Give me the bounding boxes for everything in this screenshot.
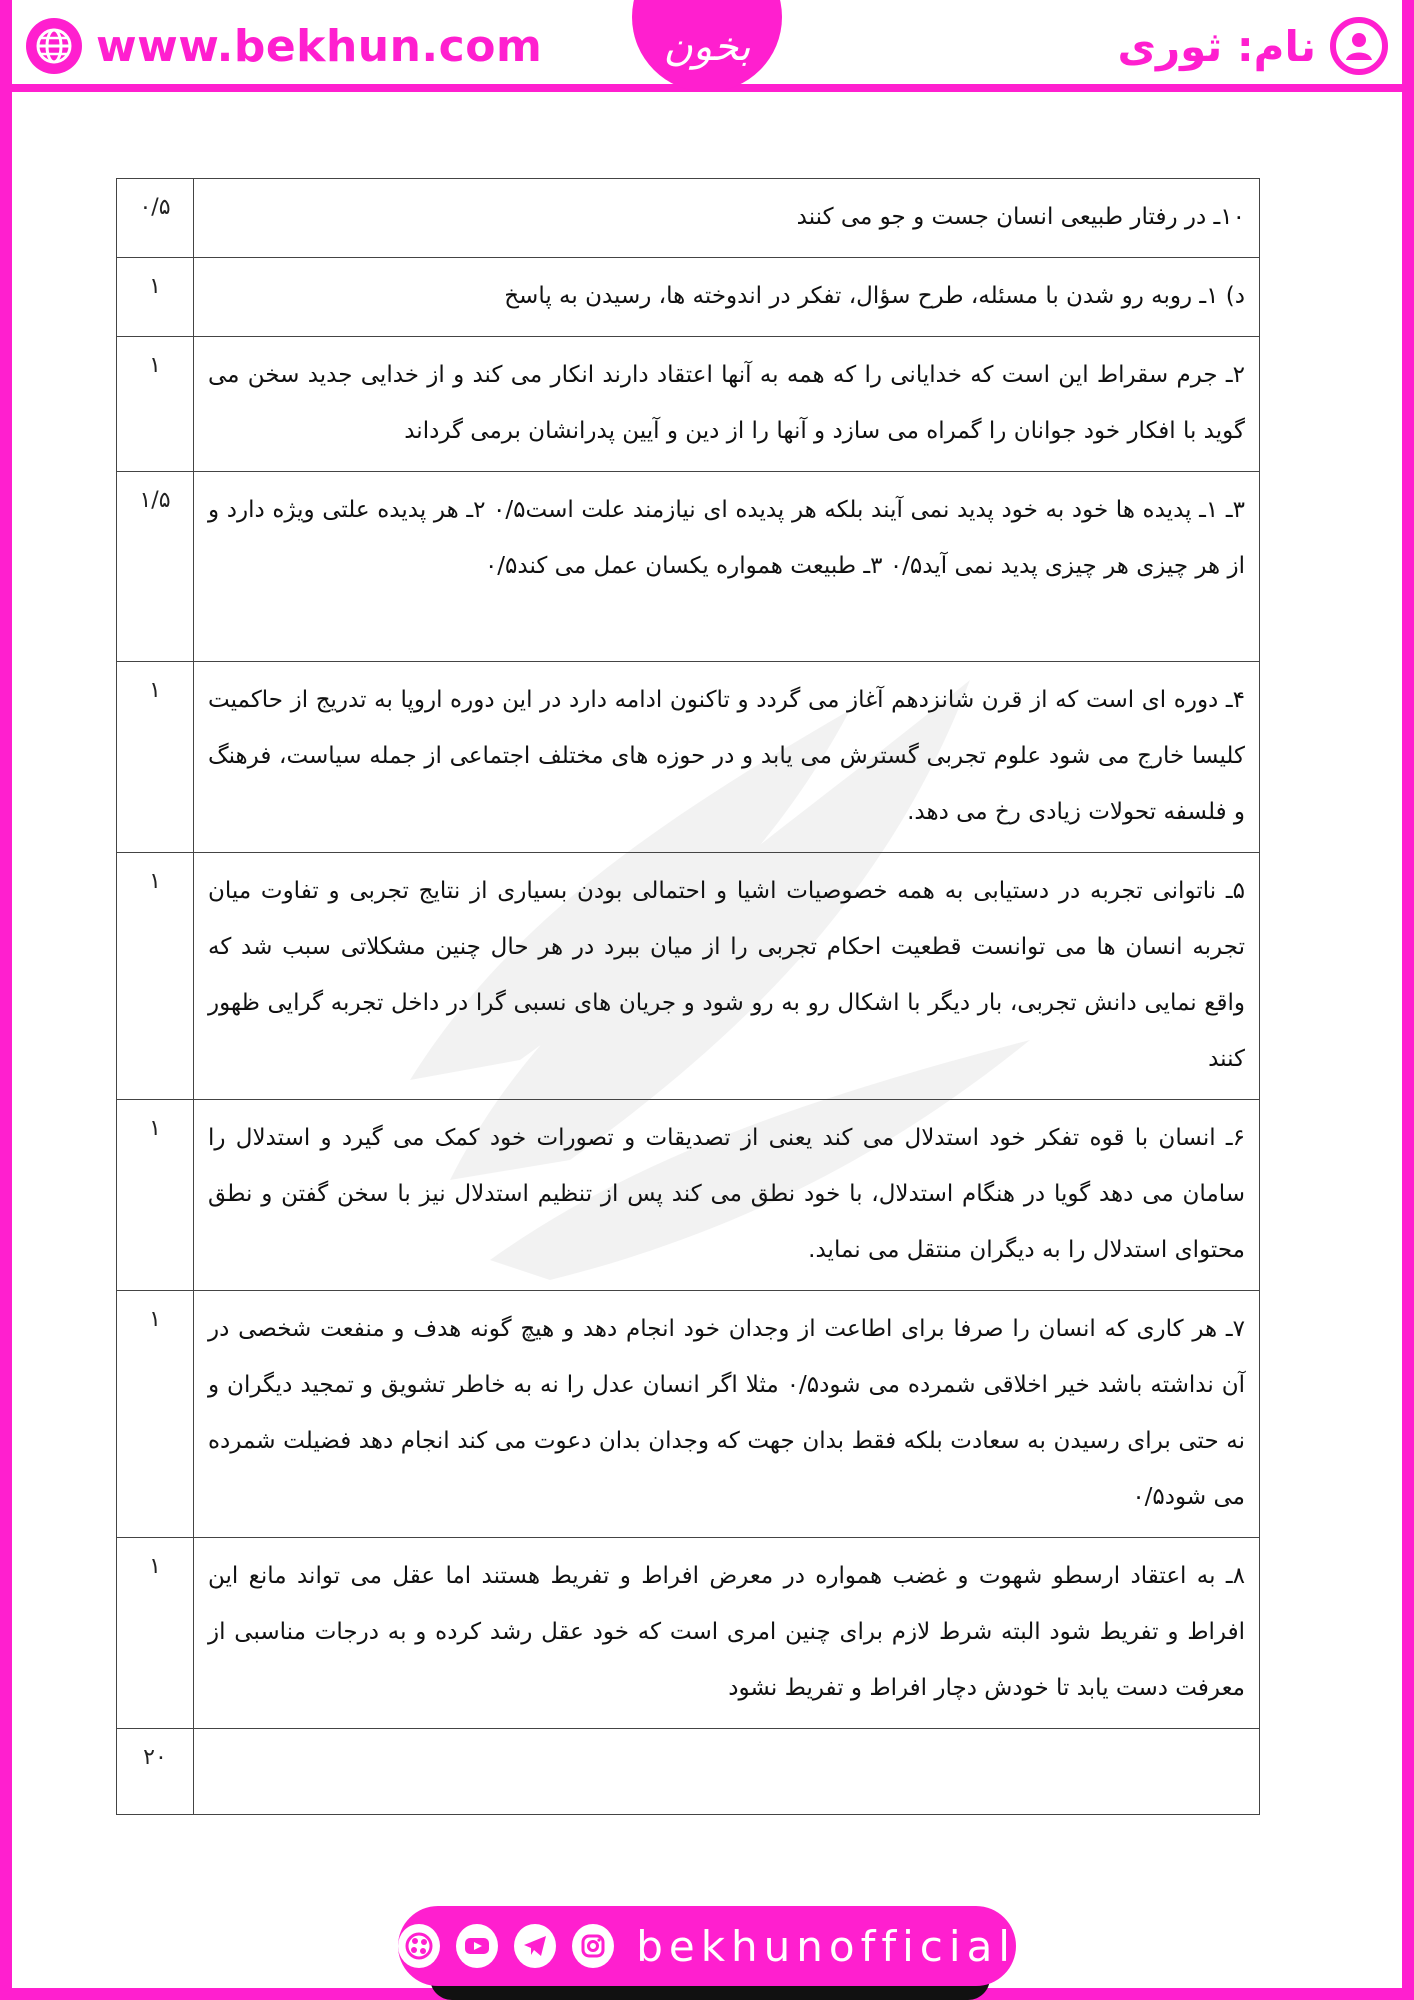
instagram-icon[interactable]	[572, 1924, 614, 1968]
score-cell: ۲۰	[117, 1729, 194, 1815]
answer-text: د) ۱ـ روبه رو شدن با مسئله، طرح سؤال، تفکر در اندوخته ها، رسیدن به پاسخ	[194, 258, 1260, 337]
answer-row	[117, 1729, 1260, 1815]
website-block[interactable]	[26, 16, 542, 76]
answer-text: ۶ـ انسان با قوه تفکر خود استدلال می کند یعنی از تصدیقات و تصورات خود کمک می گیرد و استدلال را سامان می دهد گویا در هنگام استدلال، با خود نطق می کند پس از تنظیم استدلال نیز با سخن گفتن و نطق محتوای استدلال را به دیگران منتقل می نماید.	[194, 1100, 1260, 1291]
score-cell: ۰/۵	[117, 179, 194, 258]
website-url[interactable]: www.bekhun.com	[96, 20, 543, 72]
frame-edge-right	[1402, 0, 1414, 92]
answer-text: ۴ـ دوره ای است که از قرن شانزدهم آغاز می گردد و تاکنون ادامه دارد در این دوره اروپا به تدریج از حاکمیت کلیسا خارج می شود علوم تجربی گسترش می یابد و در حوزه های مختلف اجتماعی از جمله سیاست، فرهنگ و فلسفه تحولات زیادی رخ می دهد.	[194, 662, 1260, 853]
answer-text: ۵ـ ناتوانی تجربه در دستیابی به همه خصوصیات اشیا و احتمالی بودن بسیاری از نتایج تجربی و تفاوت میان تجربه انسان ها می توانست قطعیت احکام تجربی را از میان ببرد در هر حال چنین مشکلاتی سبب شد که واقع نمایی دانش تجربی، بار دیگر با اشکال رو به رو شود و جریان های نسبی گرا در داخل تجربه گرایی ظهور کنند	[194, 853, 1260, 1100]
answer-table	[116, 178, 1260, 1815]
answer-text: ۲ـ جرم سقراط این است که خدایانی را که همه به آنها اعتقاد دارند انکار می کند و از خدایی جدید سخن می گوید با افکار خود جوانان را گمراه می سازد و آنها را از دین و آیین پدرانشان برمی گرداند	[194, 337, 1260, 472]
social-footer	[398, 1906, 1016, 1986]
answer-row	[117, 662, 1260, 853]
score-cell: ۱	[117, 337, 194, 472]
answer-row	[117, 1100, 1260, 1291]
answer-row	[117, 337, 1260, 472]
answer-row	[117, 853, 1260, 1100]
name-label: نام: ثوری	[1117, 21, 1316, 71]
answer-row	[117, 258, 1260, 337]
answer-text	[194, 1729, 1260, 1815]
user-icon	[1330, 17, 1388, 75]
globe-icon	[26, 18, 82, 74]
score-cell: ۱	[117, 662, 194, 853]
score-cell: ۱	[117, 1100, 194, 1291]
logo-text: بخون	[663, 24, 751, 70]
answer-row	[117, 472, 1260, 662]
score-cell: ۱/۵	[117, 472, 194, 662]
score-cell: ۱	[117, 1538, 194, 1729]
frame-edge-left	[0, 0, 12, 92]
youtube-icon[interactable]	[456, 1924, 498, 1968]
answer-text: ۸ـ به اعتقاد ارسطو شهوت و غضب همواره در معرض افراط و تفریط هستند اما عقل می تواند مانع این افراط و تفریط شود البته شرط لازم برای چنین امری است که خود عقل رشد کرده و به درجات مناسبی از معرفت دست یابد تا خودش دچار افراط و تفریط نشود	[194, 1538, 1260, 1729]
answer-text: ۳ـ ۱ـ پدیده ها خود به خود پدید نمی آیند بلکه هر پدیده ای نیازمند علت است۰/۵ ۲ـ هر پدیده علتی ویژه دارد و از هر چیزی هر چیزی پدید نمی آید۰/۵ ۳ـ طبیعت همواره یکسان عمل می کند۰/۵	[194, 472, 1260, 662]
answer-row	[117, 179, 1260, 258]
logo-badge	[632, 0, 782, 92]
answer-row	[117, 1291, 1260, 1538]
telegram-icon[interactable]	[514, 1924, 556, 1968]
answer-text: ۷ـ هر کاری که انسان را صرفا برای اطاعت از وجدان خود انجام دهد و هیچ گونه هدف و منفعت شخصی در آن نداشته باشد خیر اخلاقی شمرده می شود۰/۵ مثلا اگر انسان عدل را نه به خاطر تشویق و تمجید دیگران و نه حتی برای رسیدن به سعادت بلکه فقط بدان جهت که وجدان بدان دعوت می کند انجام دهد فضیلت شمرده می شود۰/۵	[194, 1291, 1260, 1538]
name-block	[1117, 16, 1388, 76]
answer-row	[117, 1538, 1260, 1729]
score-cell: ۱	[117, 258, 194, 337]
score-cell: ۱	[117, 853, 194, 1100]
score-cell: ۱	[117, 1291, 194, 1538]
social-handle[interactable]: bekhunofficial	[636, 1921, 1016, 1971]
aparat-icon[interactable]	[398, 1924, 440, 1968]
logo	[632, 0, 782, 92]
answer-text: ۱۰ـ در رفتار طبیعی انسان جست و جو می کنند	[194, 179, 1260, 258]
